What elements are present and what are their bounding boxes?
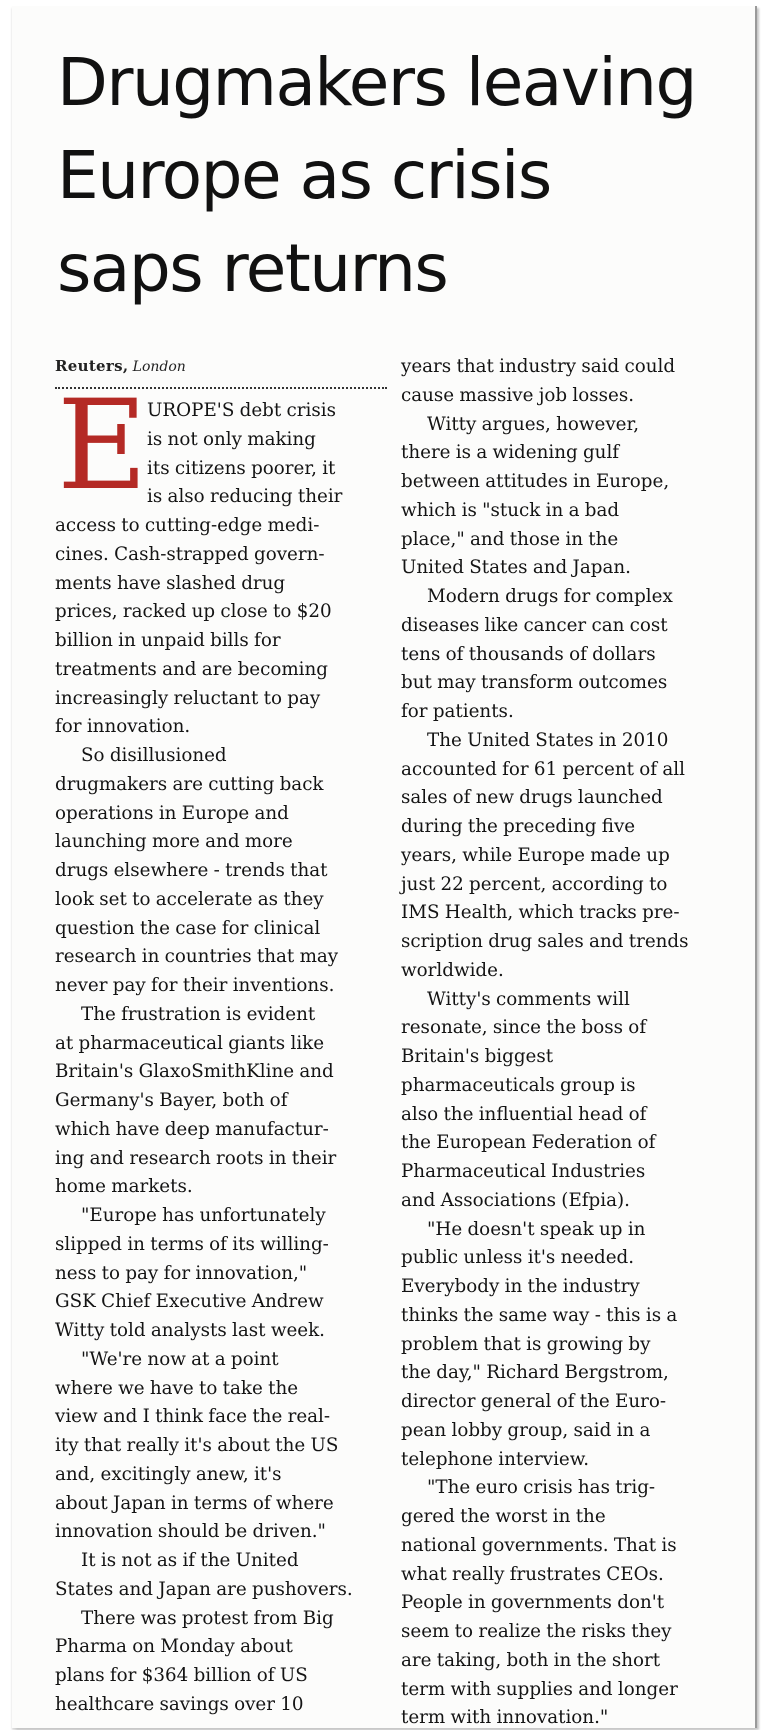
body-line: People in governments don't [401, 1592, 665, 1614]
left-column [55, 352, 387, 1720]
body-line: research in countries that may [55, 946, 339, 968]
body-line: Britain's biggest [401, 1046, 554, 1067]
body-line: the day," Richard Bergstrom, [401, 1362, 669, 1384]
body-line: about Japan in terms of where [55, 1492, 334, 1514]
headline-line: Drugmakers leaving [57, 44, 696, 121]
body-line: between attitudes in Europe, [401, 471, 670, 492]
body-line: and Associations (Efpia). [401, 1189, 630, 1211]
body-line: treatments and are becoming [55, 658, 328, 680]
body-line: years, while Europe made up [401, 844, 670, 866]
body-line: but may transform outcomes [401, 672, 668, 694]
body-line: problem that is growing by [401, 1333, 651, 1355]
body-line: Witty told analysts last week. [55, 1320, 325, 1341]
body-line: never pay for their inventions. [55, 975, 335, 996]
headline-line: Europe as crisis [57, 137, 551, 214]
body-line: which is "stuck in a bad [401, 499, 620, 521]
body-line: The United States in 2010 [427, 729, 669, 751]
body-line: ing and research roots in their [55, 1147, 337, 1169]
body-line: gered the worst in the [401, 1506, 606, 1527]
body-line: at pharmaceutical giants like [55, 1032, 325, 1054]
body-line: view and I think face the real- [55, 1406, 331, 1428]
body-line: Germany's Bayer, both of [55, 1090, 288, 1111]
body-line: worldwide. [401, 959, 504, 981]
body-line: plans for $364 billion of US [55, 1665, 308, 1686]
body-line: cines. Cash-strapped govern- [55, 543, 325, 565]
headline [57, 36, 737, 315]
body-line: look set to accelerate as they [55, 888, 324, 910]
body-line: home markets. [55, 1176, 193, 1198]
body-line: and, excitingly anew, it's [55, 1463, 282, 1485]
body-line: access to cutting-edge medi- [55, 515, 320, 536]
body-line: its citizens poorer, it [147, 457, 336, 479]
body-line: UROPE'S debt crisis [147, 400, 336, 421]
body-line: Pharma on Monday about [55, 1636, 293, 1658]
body-line: States and Japan are pushovers. [55, 1578, 353, 1600]
body-line: Witty's comments will [427, 988, 630, 1010]
body-line: just 22 percent, according to [401, 873, 668, 895]
body-line: seem to realize the risks they [401, 1621, 672, 1642]
body-line: term with supplies and longer [401, 1678, 678, 1700]
body-line: IMS Health, which tracks pre- [401, 902, 680, 924]
body-line: launching more and more [55, 831, 293, 853]
body-line: prices, racked up close to $20 [55, 601, 332, 623]
body-line: billion in unpaid bills for [55, 630, 281, 651]
body-line: are taking, both in the short [401, 1649, 661, 1671]
byline-city: London [132, 359, 186, 375]
body-line: healthcare savings over 10 [55, 1693, 304, 1715]
body-line: Modern drugs for complex [427, 586, 673, 607]
body-line: It is not as if the United [81, 1550, 299, 1571]
body-line: which have deep manufactur- [55, 1118, 329, 1140]
body-line: Everybody in the industry [401, 1276, 640, 1297]
body-line: director general of the Euro- [401, 1391, 667, 1412]
body-line: innovation should be driven." [55, 1521, 326, 1543]
body-line: resonate, since the boss of [401, 1017, 647, 1039]
body-line: national governments. That is [401, 1534, 677, 1556]
news-clipping [12, 6, 755, 1728]
body-line: during the preceding five [401, 816, 636, 837]
body-line: United States and Japan. [401, 557, 631, 579]
body-line: what really frustrates CEOs. [401, 1563, 664, 1585]
body-line: drugmakers are cutting back [55, 773, 324, 795]
body-line: drugs elsewhere - trends that [55, 860, 328, 881]
body-line: Witty argues, however, [427, 413, 640, 435]
right-column [401, 353, 746, 1728]
body-line: where we have to take the [55, 1377, 299, 1399]
body-line: public unless it's needed. [401, 1247, 635, 1269]
body-line: "He doesn't speak up in [427, 1218, 646, 1240]
body-line: pean lobby group, said in a [401, 1419, 651, 1441]
body-line: is also reducing their [147, 486, 343, 508]
body-line: for innovation. [55, 716, 191, 738]
body-line: is not only making [147, 428, 316, 450]
body-line: GSK Chief Executive Andrew [55, 1291, 324, 1313]
body-line: Pharmaceutical Industries [401, 1161, 646, 1182]
body-line: ity that really it's about the US [55, 1435, 339, 1456]
body-line: there is a widening gulf [401, 442, 620, 464]
body-line: question the case for clinical [55, 917, 321, 939]
body-line: tens of thousands of dollars [401, 643, 656, 665]
lead-paragraph-start [55, 374, 387, 518]
body-line: scription drug sales and trends [401, 931, 689, 952]
body-line: accounted for 61 percent of all [401, 758, 685, 780]
body-line: pharmaceuticals group is [401, 1074, 636, 1096]
body-line: Britain's GlaxoSmithKline and [55, 1061, 334, 1083]
body-line: The frustration is evident [81, 1003, 316, 1025]
body-line: the European Federation of [401, 1132, 656, 1154]
body-line: cause massive job losses. [401, 384, 635, 406]
body-line: "We're now at a point [81, 1348, 279, 1370]
body-line: term with innovation." [401, 1707, 609, 1728]
body-line: "The euro crisis has trig- [427, 1477, 656, 1499]
body-line: ments have slashed drug [55, 572, 286, 594]
drop-cap: E [57, 374, 148, 518]
body-line: for patients. [401, 701, 514, 722]
body-line: thinks the same way - this is a [401, 1304, 678, 1326]
body-line: So disillusioned [81, 745, 227, 766]
body-line: increasingly reluctant to pay [55, 687, 321, 709]
body-line: also the influential head of [401, 1103, 647, 1125]
body-line: There was protest from Big [81, 1607, 334, 1629]
body-line: years that industry said could [401, 356, 676, 377]
body-line: telephone interview. [401, 1448, 590, 1470]
body-line: slipped in terms of its willing- [55, 1233, 329, 1255]
headline-line: saps returns [57, 230, 448, 307]
body-line: place," and those in the [401, 528, 619, 550]
body-line: diseases like cancer can cost [401, 614, 668, 636]
body-line: sales of new drugs launched [401, 787, 663, 809]
byline-agency: Reuters, [55, 357, 129, 375]
body-line: "Europe has unfortunately [81, 1205, 326, 1226]
body-line: operations in Europe and [55, 802, 289, 824]
body-line: ness to pay for innovation," [55, 1262, 308, 1284]
